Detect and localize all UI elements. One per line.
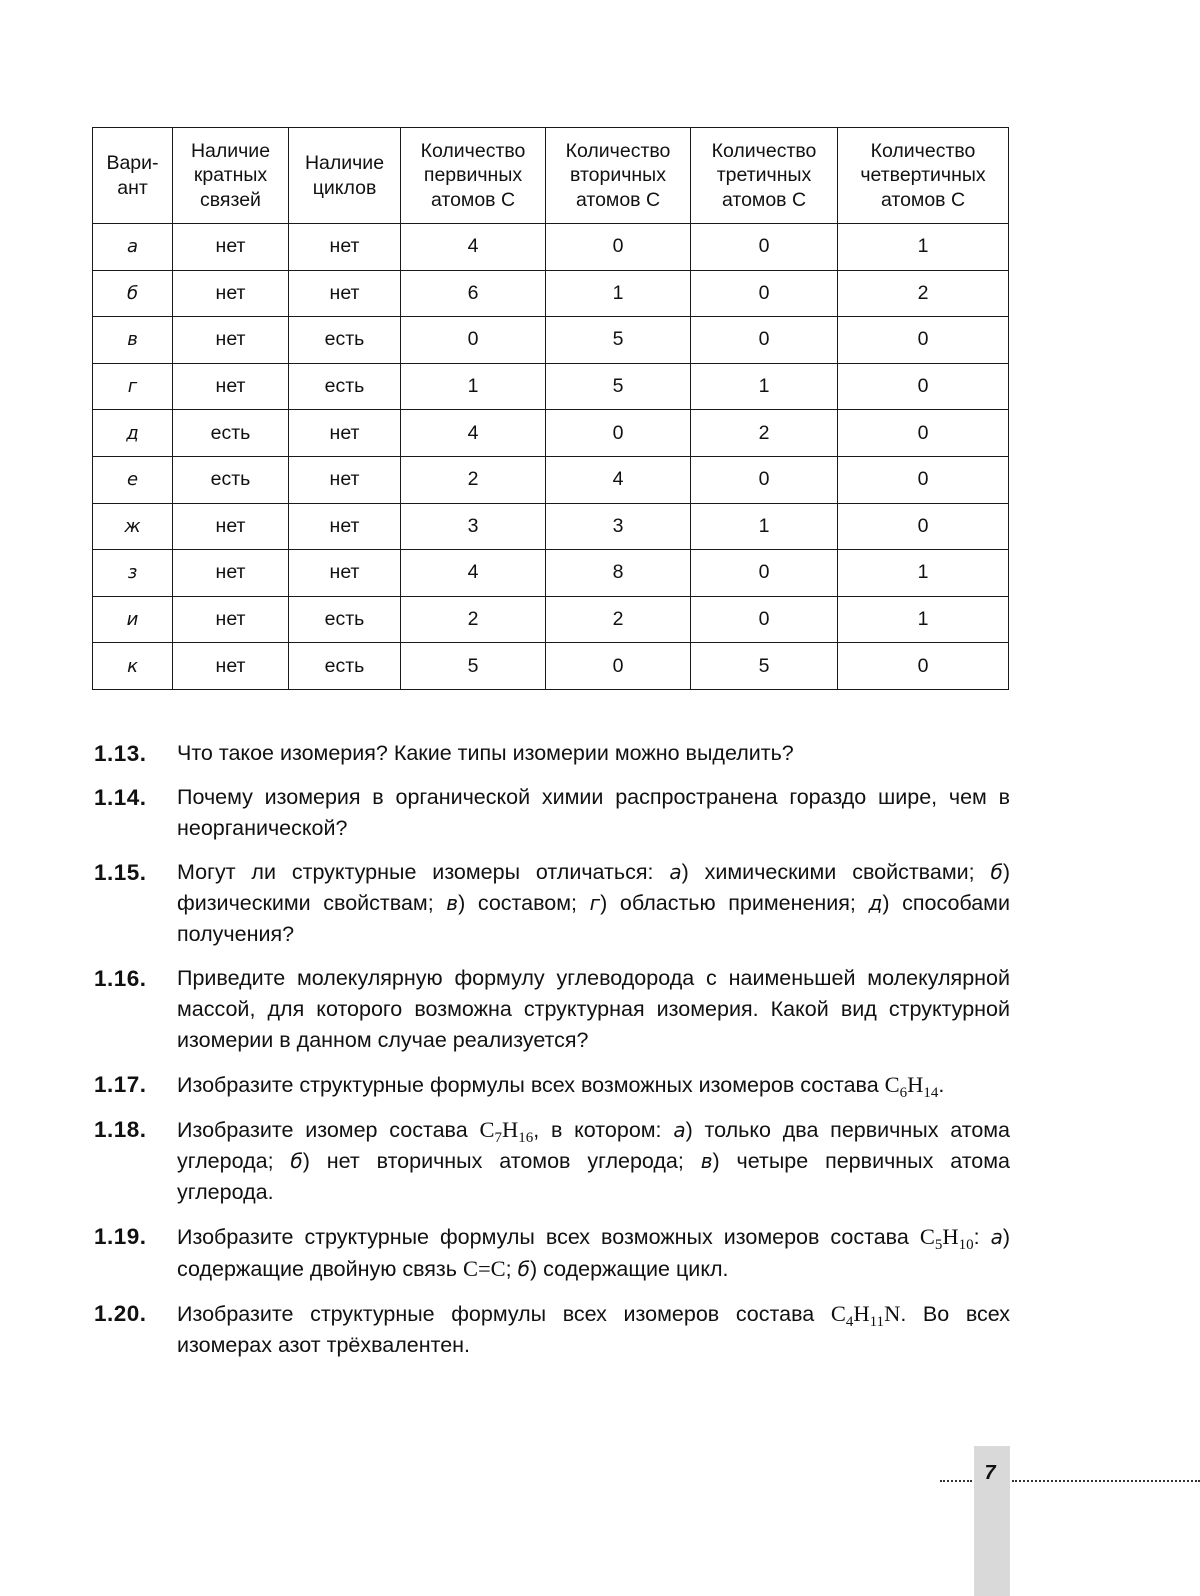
formula-subscript: 7 [494,1130,502,1146]
column-header-tertiary-c [691,128,838,224]
cell-tertiary-c: 0 [691,550,838,597]
text-run: ) способами получения? [177,891,1010,946]
header-line: кратных [193,164,268,187]
option-letter: б [990,860,1003,884]
formula-element: C [830,1301,846,1326]
table-row [93,410,1009,457]
text-run: ) только два первичных атома углерода; [177,1118,1011,1173]
cell-primary-c: 2 [401,596,546,643]
cell-tertiary-c: 0 [691,270,838,317]
exercise-text [177,782,1010,844]
option-letter: в [700,1149,713,1173]
exercise-number: 1.15. [94,860,147,885]
formula-subscript: 6 [899,1085,908,1101]
cell-quaternary-c: 1 [838,550,1009,597]
table-row [93,317,1009,364]
column-header-secondary-c [546,128,691,224]
footer-dotted-line-right [1012,1470,1200,1482]
header-line: циклов [312,176,377,199]
header-line: атомов С [721,188,807,211]
cell-cycles: нет [289,503,401,550]
cell-primary-c: 2 [401,456,546,503]
exercise-text [177,1298,1010,1361]
page-number: 7 [984,1462,996,1484]
variants-table [92,127,1009,690]
table-row [93,456,1009,503]
column-header-quaternary-c [838,128,1009,224]
text-run: Приведите молекулярную формулу углеводорода с наименьшей молекулярной массой, для которого возможна структурная изомерия. Какой вид структурной изомерии в данном случае реализуется? [177,966,1010,1052]
text-run: Почему изомерия в органической химии распространена гораздо шире, чем в неорганической? [177,785,1010,840]
cell-variant: и [93,596,173,643]
cell-multiple-bonds: нет [173,224,289,271]
text-run: ) содержащие двойную связь [177,1225,1010,1281]
text-run: . [938,1073,945,1097]
cell-cycles: нет [289,456,401,503]
cell-secondary-c: 4 [546,456,691,503]
cell-variant: к [93,643,173,690]
header-line: третичных [716,164,812,187]
cell-primary-c: 4 [401,224,546,271]
cell-primary-c: 4 [401,410,546,457]
header-line: Наличие [190,139,271,162]
table-row [93,270,1009,317]
column-header-variant [93,128,173,224]
cell-tertiary-c: 0 [691,317,838,364]
exercise-number: 1.16. [94,966,147,991]
cell-primary-c: 6 [401,270,546,317]
table-row [93,363,1009,410]
cell-cycles: есть [289,643,401,690]
option-letter: в [446,891,459,915]
cell-cycles: нет [289,224,401,271]
cell-variant: е [93,456,173,503]
cell-cycles: есть [289,363,401,410]
cell-secondary-c: 0 [546,410,691,457]
footer-dotted-line-left [940,1470,972,1482]
formula-element: C [919,1224,935,1249]
cell-secondary-c: 2 [546,596,691,643]
formula-subscript: 10 [958,1237,974,1253]
cell-tertiary-c: 1 [691,503,838,550]
cell-tertiary-c: 0 [691,596,838,643]
text-run: Могут ли структурные изомеры отличаться: [177,860,670,884]
cell-cycles: нет [289,270,401,317]
cell-secondary-c: 0 [546,224,691,271]
option-letter: д [868,891,883,915]
cell-secondary-c: 5 [546,363,691,410]
cell-secondary-c: 5 [546,317,691,364]
cell-quaternary-c: 0 [838,410,1009,457]
table-body [93,224,1009,690]
cell-multiple-bonds: нет [173,270,289,317]
cell-secondary-c: 3 [546,503,691,550]
cell-primary-c: 1 [401,363,546,410]
cell-quaternary-c: 1 [838,224,1009,271]
table-row [93,224,1009,271]
cell-multiple-bonds: есть [173,456,289,503]
chemical-formula [830,1301,901,1330]
header-line: Количество [565,139,671,162]
formula-element: H [853,1301,870,1326]
text-run: ; [505,1257,518,1281]
cell-cycles: нет [289,410,401,457]
column-header-primary-c [401,128,546,224]
option-letter: а [990,1225,1003,1249]
exercise-number: 1.19. [94,1224,147,1249]
exercise-item [94,1221,1010,1285]
table-row [93,550,1009,597]
cell-quaternary-c: 1 [838,596,1009,643]
cell-primary-c: 0 [401,317,546,364]
header-line: Количество [420,139,526,162]
exercise-text [177,1114,1010,1208]
formula-subscript: 4 [845,1314,854,1330]
table-row [93,643,1009,690]
exercise-text [177,963,1010,1056]
option-letter: а [669,860,682,884]
text-run: ) четыре первичных атома углерода. [177,1149,1011,1204]
text-run: : [973,1225,991,1249]
exercise-item [94,1298,1010,1361]
cell-cycles: есть [289,596,401,643]
formula-subscript: 16 [518,1130,534,1146]
cell-tertiary-c: 1 [691,363,838,410]
text-run: Что такое изомерия? Какие типы изомерии можно выделить? [177,741,794,765]
cell-multiple-bonds: нет [173,596,289,643]
text-run: ) областью применения; [600,891,869,915]
text-run: ) физическими свойствам; [177,860,1010,915]
exercise-text [177,738,1010,769]
exercise-number: 1.20. [94,1301,147,1326]
table-header [93,128,1009,224]
cell-variant: д [93,410,173,457]
cell-multiple-bonds: есть [173,410,289,457]
exercise-text [177,1069,1010,1101]
cell-variant: а [93,224,173,271]
header-line: атомов С [430,188,516,211]
header-line: атомов С [880,188,966,211]
header-line: атомов С [575,188,661,211]
header-line: вторичных [570,164,666,187]
cell-multiple-bonds: нет [173,363,289,410]
text-run: Изобразите структурные формулы всех изомеров состава [177,1302,831,1326]
option-letter: г [589,891,601,915]
exercise-list [94,738,1010,1374]
cell-variant: в [93,317,173,364]
table-row [93,596,1009,643]
cell-tertiary-c: 2 [691,410,838,457]
text-run: Изобразите структурные формулы всех возможных изомеров состава [177,1073,885,1097]
cell-cycles: нет [289,550,401,597]
header-line: Наличие [304,152,385,174]
cell-cycles: есть [289,317,401,364]
cell-primary-c: 3 [401,503,546,550]
chemical-formula [479,1117,534,1146]
exercise-item [94,782,1010,844]
cell-primary-c: 5 [401,643,546,690]
header-line: Вари- [106,152,159,174]
cell-secondary-c: 1 [546,270,691,317]
exercise-item [94,1069,1010,1101]
cell-multiple-bonds: нет [173,503,289,550]
table-row [93,503,1009,550]
table-header-row [93,128,1009,224]
exercise-item [94,738,1010,769]
option-letter: а [673,1118,686,1142]
text-run: , в котором: [533,1118,674,1142]
header-line: ант [117,176,148,199]
formula-subscript: 14 [923,1085,939,1101]
column-header-cycles [289,128,401,224]
text-run: Изобразите изомер состава [177,1118,480,1142]
exercise-number: 1.14. [94,785,147,810]
text-run: ) химическими свойствами; [681,860,991,884]
cell-quaternary-c: 2 [838,270,1009,317]
formula-element: H [501,1117,519,1142]
cell-quaternary-c: 0 [838,503,1009,550]
cell-multiple-bonds: нет [173,317,289,364]
cell-quaternary-c: 0 [838,317,1009,364]
cell-variant: г [93,363,173,410]
cell-tertiary-c: 0 [691,224,838,271]
formula-element: C [884,1072,900,1097]
exercise-item [94,1114,1010,1208]
option-letter: б [517,1257,530,1281]
exercise-text [177,857,1010,950]
cell-tertiary-c: 5 [691,643,838,690]
formula-subscript: 11 [869,1314,885,1330]
formula-element: N [884,1301,901,1326]
cell-secondary-c: 0 [546,643,691,690]
exercise-number: 1.13. [94,741,147,766]
column-header-multiple-bonds [173,128,289,224]
cell-primary-c: 4 [401,550,546,597]
exercise-item [94,963,1010,1056]
cell-tertiary-c: 0 [691,456,838,503]
cell-variant: ж [93,503,173,550]
text-run: . Во всех изомерах азот трёхвалентен. [177,1302,1010,1357]
header-line: Количество [870,139,976,162]
text-run: Изобразите структурные формулы всех возможных изомеров состава [177,1225,920,1249]
cell-multiple-bonds: нет [173,643,289,690]
formula-element: H [942,1224,959,1249]
exercise-number: 1.17. [94,1072,147,1097]
formula-element: C [479,1117,495,1142]
header-line: первичных [423,164,523,187]
cell-variant: з [93,550,173,597]
option-letter: б [290,1149,303,1173]
cell-quaternary-c: 0 [838,363,1009,410]
text-run: ) составом; [458,891,590,915]
header-line: связей [200,188,261,211]
cell-quaternary-c: 0 [838,643,1009,690]
chemical-formula [919,1224,974,1253]
exercise-text [177,1221,1010,1285]
cell-secondary-c: 8 [546,550,691,597]
exercise-number: 1.18. [94,1117,147,1142]
formula-element: C=C [462,1256,506,1281]
text-run: ) содержащие цикл. [529,1257,729,1281]
text-run: ) нет вторичных атомов углерода; [302,1149,701,1173]
header-line: Количество [711,139,817,162]
cell-multiple-bonds: нет [173,550,289,597]
cell-variant: б [93,270,173,317]
header-line: четвертичных [860,164,986,187]
chemical-formula [463,1256,506,1281]
formula-element: H [907,1072,924,1097]
exercise-item [94,857,1010,950]
chemical-formula [884,1072,939,1101]
formula-subscript: 5 [934,1237,943,1253]
cell-quaternary-c: 0 [838,456,1009,503]
